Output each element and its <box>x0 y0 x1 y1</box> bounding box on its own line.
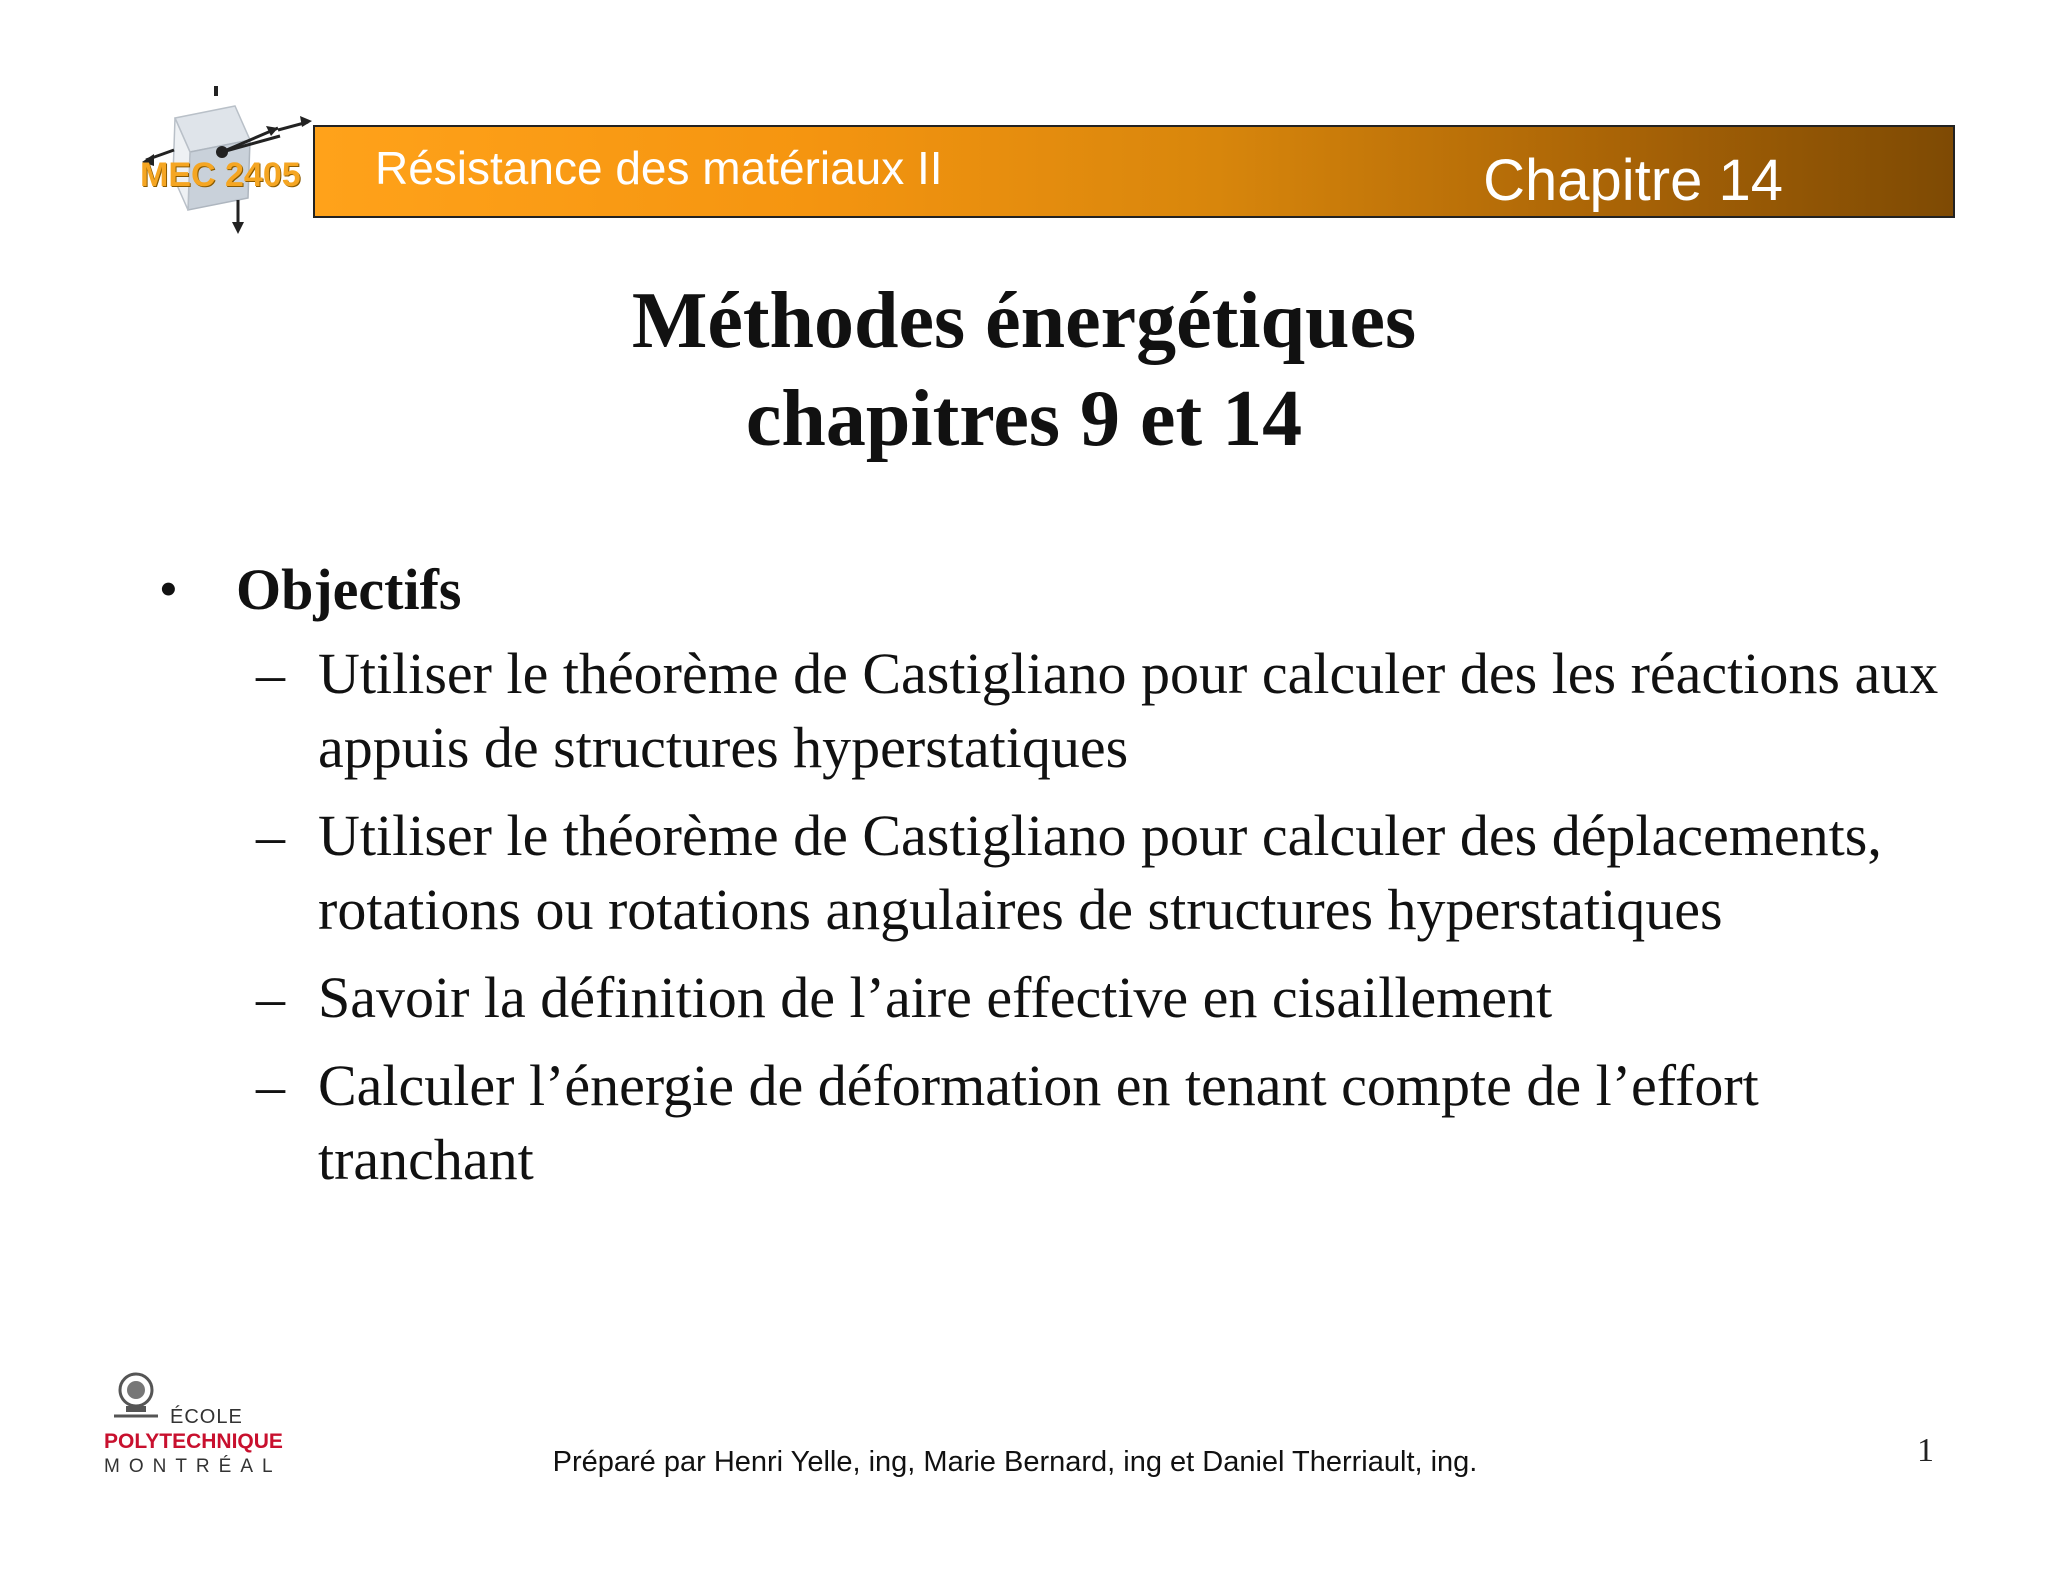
school-name-line3: MONTRÉAL <box>104 1456 282 1477</box>
list-item <box>160 961 1958 1035</box>
objectives-list <box>160 637 1980 1197</box>
list-item <box>160 1049 1958 1197</box>
header-banner <box>313 125 1955 218</box>
school-name-line2: POLYTECHNIQUE <box>104 1430 283 1453</box>
page-number: 1 <box>1917 1432 1934 1469</box>
crest-icon <box>108 1368 164 1424</box>
slide-title-line2: chapitres 9 et 14 <box>745 375 1303 463</box>
course-code: MEC 2405 <box>140 156 301 194</box>
bullet-icon: • <box>160 563 177 616</box>
chapter-label: Chapitre 14 <box>1483 148 1783 213</box>
list-item-text: Savoir la définition de l’aire effective en cisaillement <box>318 965 1553 1030</box>
dash-icon: – <box>256 1053 285 1118</box>
dash-icon: – <box>256 641 285 706</box>
list-item-text: Utiliser le théorème de Castigliano pour calculer des les réactions aux appuis de structures hyperstatiques <box>318 641 1939 780</box>
school-name-line1: ÉCOLE <box>170 1406 243 1428</box>
dash-icon: – <box>256 803 285 868</box>
credits-text: Préparé par Henri Yelle, ing, Marie Bernard, ing et Daniel Therriault, ing. <box>552 1446 1478 1478</box>
list-item <box>160 799 1958 947</box>
course-title: Résistance des matériaux II <box>375 142 943 194</box>
section-heading <box>160 555 1980 625</box>
list-item <box>160 637 1958 785</box>
slide-title <box>0 272 2048 468</box>
objectives-section <box>160 555 1980 1211</box>
course-logo <box>130 88 320 238</box>
list-item-text: Utiliser le théorème de Castigliano pour calculer des déplacements, rotations ou rotations angulaires de structures hyperstatiques <box>318 803 1882 942</box>
dash-icon: – <box>256 965 285 1030</box>
slide-title-line1: Méthodes énergétiques <box>631 277 1417 365</box>
list-item-text: Calculer l’énergie de déformation en tenant compte de l’effort tranchant <box>318 1053 1759 1192</box>
section-heading-label: Objectifs <box>236 557 462 622</box>
